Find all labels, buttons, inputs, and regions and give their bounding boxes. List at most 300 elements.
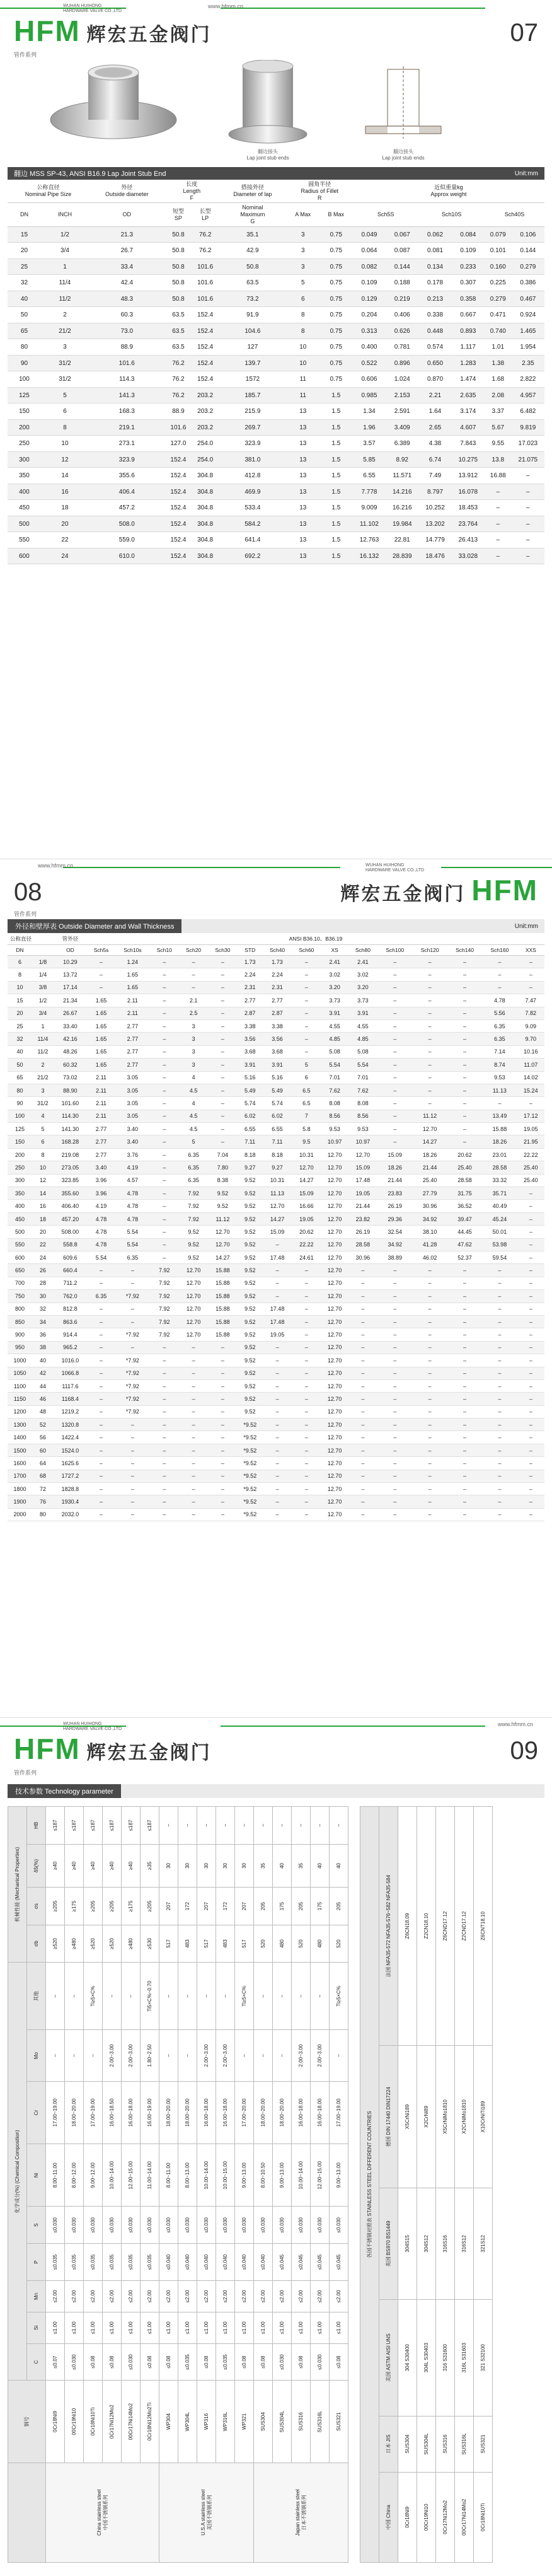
table-row	[141, 1807, 159, 2563]
table-cell: 520	[254, 1925, 273, 1962]
brand-title: 辉宏五金阀门	[86, 1742, 212, 1764]
table-cell: 863.6	[54, 1315, 87, 1328]
table-cell: –	[377, 956, 412, 968]
table-row	[8, 1328, 544, 1341]
table-cell: 7.01	[348, 1071, 377, 1084]
table-cell: –	[235, 2030, 254, 2082]
table-cell: –	[447, 1354, 482, 1367]
table-cell: –	[348, 1495, 377, 1508]
table-cell: 18	[41, 500, 89, 516]
table-cell: 11.13	[482, 1084, 517, 1096]
column-header: XXS	[517, 945, 544, 956]
table-cell: 450	[8, 500, 41, 516]
table-cell: 316S12	[455, 2188, 474, 2300]
series-label: 管件系列	[14, 1770, 37, 1776]
table-cell: –	[87, 1328, 115, 1341]
table-cell: 0Cr18Ni12Mo2Ti	[141, 2381, 159, 2463]
table-cell: 0.75	[319, 355, 353, 371]
table-cell: 17.023	[512, 436, 544, 452]
table-cell: 480	[273, 1925, 292, 1962]
table-cell: –	[447, 1019, 482, 1032]
table-cell: –	[292, 1290, 321, 1303]
table-cell: 90	[8, 1097, 32, 1110]
table-cell: 13.912	[452, 468, 485, 484]
table-cell: 1828.8	[54, 1483, 87, 1495]
table-row	[8, 258, 544, 275]
table-cell: 12.70	[321, 1405, 348, 1418]
table-cell: ≥35	[141, 1844, 159, 1888]
table-cell: 12.70	[179, 1264, 208, 1277]
table-cell: 0.109	[353, 275, 386, 291]
table-cell: 7.778	[353, 484, 386, 500]
table-cell: 28.839	[386, 548, 418, 564]
catalog-page-07	[0, 0, 552, 859]
table-cell: 9.009	[353, 500, 386, 516]
table-cell: 12.70	[321, 1303, 348, 1315]
table-row	[8, 468, 544, 484]
table-cell: 14.27	[292, 1174, 321, 1186]
table-cell: 508.0	[89, 516, 165, 532]
table-cell: 9.52	[238, 1187, 263, 1200]
table-cell: 19.05	[348, 1187, 377, 1200]
table-cell: 812.8	[54, 1303, 87, 1315]
col-lap: 搭接外径 Diameter of lap	[219, 180, 287, 203]
table-cell: 46	[32, 1393, 54, 1405]
table-cell: –	[412, 1431, 447, 1444]
column-header: Sch80	[348, 945, 377, 956]
table-cell: 483	[216, 1925, 235, 1962]
table-cell: ≤187	[103, 1807, 122, 1845]
table-cell: 6.74	[418, 451, 451, 468]
table-cell: 13	[287, 548, 319, 564]
table-cell: –	[179, 1495, 208, 1508]
table-cell: Ti≥5×C%	[330, 1963, 348, 2030]
table-row	[8, 1123, 544, 1135]
series-group-en: China stainless steel	[96, 2489, 102, 2536]
brand-title: 辉宏五金阀门	[340, 883, 466, 905]
table-cell: 203.2	[192, 419, 219, 436]
table-cell: –	[292, 1303, 321, 1315]
table-cell: 11.571	[386, 468, 418, 484]
table-cell: 152.4	[165, 532, 192, 548]
table-cell: 2.1	[179, 994, 208, 1007]
table-cell: 8	[8, 968, 32, 981]
table-cell: 114.30	[54, 1110, 87, 1122]
table-cell: 4.85	[321, 1033, 348, 1045]
table-cell: –	[482, 1405, 517, 1418]
brand-title: 辉宏五金阀门	[86, 24, 212, 46]
table-cell: 33.32	[482, 1174, 517, 1186]
table-cell: 15.88	[208, 1290, 237, 1303]
table-row	[8, 1508, 544, 1521]
table-cell: 3/4	[32, 1007, 54, 1019]
table-cell: 12.70	[321, 1393, 348, 1405]
table-cell: 9.55	[485, 436, 512, 452]
table-cell: –	[348, 1341, 377, 1354]
col-rb: B Max	[319, 203, 353, 226]
table-cell: –	[208, 1419, 237, 1431]
table-row	[8, 1135, 544, 1148]
table-cell: X2CrNiMo1810	[455, 2045, 474, 2188]
table-cell: 34	[32, 1315, 54, 1328]
table-cell: 19.05	[292, 1212, 321, 1225]
table-cell: 1	[32, 1019, 54, 1032]
column-header: Sch100	[377, 945, 412, 956]
table-cell: –	[115, 1508, 149, 1521]
hfm-logo: HFM	[14, 15, 81, 47]
table-cell: –	[179, 1457, 208, 1470]
table-cell: 48.26	[54, 1045, 87, 1058]
table-cell: –	[150, 994, 179, 1007]
table-cell: 172	[178, 1888, 197, 1925]
table-cell: 15.09	[348, 1161, 377, 1174]
table-cell: 26.19	[348, 1226, 377, 1238]
table-cell: –	[412, 1354, 447, 1367]
table-cell: –	[208, 956, 237, 968]
table-cell: –	[412, 1264, 447, 1277]
table-cell: 4	[32, 1110, 54, 1122]
table-cell: 8	[41, 419, 89, 436]
table-cell: –	[103, 1963, 122, 2030]
col-inch: INCH	[41, 203, 89, 226]
table-cell: –	[292, 1495, 321, 1508]
table-row	[8, 500, 544, 516]
table-cell: 76.2	[165, 387, 192, 403]
table-cell: –	[150, 1251, 179, 1263]
table-cell: 6.35	[482, 1019, 517, 1032]
table-cell: 90	[8, 355, 41, 371]
table-cell: –	[292, 1508, 321, 1521]
table-cell: 7.92	[179, 1212, 208, 1225]
table-cell: 8	[287, 307, 319, 323]
table-cell: –	[412, 956, 447, 968]
table-row	[8, 1277, 544, 1289]
table-cell: –	[179, 968, 208, 981]
table-cell: –	[292, 1419, 321, 1431]
table-cell: 42.4	[89, 275, 165, 291]
table-cell: –	[447, 994, 482, 1007]
table-cell: SUS321	[474, 2416, 493, 2472]
col-mn: Mn	[27, 2280, 46, 2312]
table-cell: –	[178, 1963, 197, 2030]
table-cell: 457.20	[54, 1212, 87, 1225]
table-cell: 16.216	[386, 500, 418, 516]
table-cell: –	[482, 981, 517, 994]
table-cell: –	[482, 1393, 517, 1405]
table-cell: –	[150, 1367, 179, 1379]
table-cell: 52.37	[447, 1251, 482, 1263]
table-cell: ≤1.00	[311, 2312, 330, 2343]
table-cell: 9.52	[238, 1341, 263, 1354]
table-row	[8, 1457, 544, 1470]
column-header: STD	[238, 945, 263, 956]
table-cell: –	[517, 1470, 544, 1482]
table-cell: 9.52	[238, 1277, 263, 1289]
table-cell: 5.56	[482, 1007, 517, 1019]
table-cell: –	[447, 1367, 482, 1379]
table-cell: 1/2	[32, 994, 54, 1007]
column-header: 日本 JIS	[379, 2416, 398, 2472]
table-cell: 48	[32, 1405, 54, 1418]
table-cell: 2.11	[115, 994, 149, 1007]
table-cell: ≤0.035	[122, 2244, 141, 2281]
table-cell: 7.843	[452, 436, 485, 452]
table-cell: 10.00~14.00	[292, 2144, 311, 2207]
table-cell: 8.08	[348, 1097, 377, 1110]
table-row	[8, 419, 544, 436]
table-cell: 9.52	[238, 1405, 263, 1418]
table-cell: –	[150, 1161, 179, 1174]
col-other: 其他	[27, 1963, 46, 2030]
table-cell: –	[412, 1290, 447, 1303]
table-row	[159, 1807, 178, 2563]
table-cell: 304 S30400	[398, 2299, 417, 2416]
table-cell: 6.02	[238, 1110, 263, 1122]
company-name: WUHAN HUIHONG HARDWARE VALVE CO.,LTD	[365, 863, 425, 873]
table-cell: ≤0.035	[65, 2244, 84, 2281]
table-cell: 10	[32, 1161, 54, 1174]
table-cell: 152.4	[165, 451, 192, 468]
table-cell: –	[150, 1033, 179, 1045]
table-cell: 125	[8, 1123, 32, 1135]
col-si: Si	[27, 2312, 46, 2343]
table-cell: 6	[32, 1135, 54, 1148]
table-cell: –	[150, 956, 179, 968]
table-cell: 31/2	[32, 1097, 54, 1110]
table-cell: 9.52	[179, 1226, 208, 1238]
table-cell: 9.52	[238, 1200, 263, 1212]
table-cell: ≤2.00	[178, 2280, 197, 2312]
table-cell: 13	[287, 468, 319, 484]
table-cell: 3.57	[353, 436, 386, 452]
table-cell: 2.11	[115, 1007, 149, 1019]
table-cell: –	[150, 1045, 179, 1058]
table-row	[292, 1807, 311, 2563]
table-cell: ≤0.030	[159, 2207, 178, 2244]
table-cell: 3.76	[115, 1148, 149, 1161]
table-cell: 88.90	[54, 1084, 87, 1096]
table-cell: 3.73	[321, 994, 348, 1007]
table-cell: –	[115, 1264, 149, 1277]
table-cell: 80	[8, 339, 41, 356]
table-cell: 0.400	[353, 339, 386, 356]
table-cell: –	[115, 1470, 149, 1482]
section-title-bar	[8, 1784, 544, 1798]
table-cell: ≤0.040	[197, 2244, 216, 2281]
table-cell: 1000	[8, 1354, 32, 1367]
table-cell: 40	[32, 1354, 54, 1367]
table-cell: 7.04	[208, 1148, 237, 1161]
table-cell: –	[197, 1963, 216, 2030]
table-cell: 3	[179, 1019, 208, 1032]
table-cell: 3/4	[41, 243, 89, 259]
table-cell: –	[377, 1405, 412, 1418]
table-cell: 12.70	[179, 1328, 208, 1341]
table-cell: 139.7	[219, 355, 287, 371]
table-cell: 50.8	[165, 275, 192, 291]
table-cell: –	[348, 1277, 377, 1289]
table-cell: 8.00~11.00	[159, 2144, 178, 2207]
table-cell: 40	[273, 1844, 292, 1888]
table-cell: –	[447, 1277, 482, 1289]
table-cell: 1.73	[263, 956, 292, 968]
table-cell: –	[412, 1508, 447, 1521]
table-cell: 12.70	[321, 1174, 348, 1186]
table-cell: 14.216	[386, 484, 418, 500]
table-cell: 14	[41, 468, 89, 484]
table-row	[8, 1290, 544, 1303]
table-cell: 175	[311, 1888, 330, 1925]
table-cell: 14.27	[263, 1212, 292, 1225]
table-row	[8, 994, 544, 1007]
table-cell: –	[273, 1807, 292, 1845]
table-cell: 3	[179, 1033, 208, 1045]
table-cell: 2.77	[115, 1019, 149, 1032]
table-cell: 400	[8, 1200, 32, 1212]
table-cell: –	[447, 1007, 482, 1019]
table-cell: 9.52	[238, 1303, 263, 1315]
unit-label: Unit:mm	[514, 170, 538, 177]
table-cell: –	[179, 1393, 208, 1405]
table-cell: –	[87, 1315, 115, 1328]
section-title: 技术参数 Technology parameter	[8, 1784, 121, 1798]
table-row	[8, 1187, 544, 1200]
table-cell: 9.52	[179, 1238, 208, 1251]
table-cell: 12.70	[321, 1457, 348, 1470]
table-cell: 17.00~19.00	[330, 2081, 348, 2144]
table-cell: 2	[41, 307, 89, 323]
table-cell: 12.70	[321, 1379, 348, 1392]
table-cell: 559.0	[89, 532, 165, 548]
table-cell: 3.02	[348, 968, 377, 981]
table-cell: *9.52	[238, 1483, 263, 1495]
table-cell: 152.4	[165, 468, 192, 484]
table-cell: 9.52	[208, 1200, 237, 1212]
table-cell: –	[377, 1508, 412, 1521]
table-cell: –	[87, 1470, 115, 1482]
table-cell: 11.102	[353, 516, 386, 532]
table-cell: 17.12	[517, 1110, 544, 1122]
table-cell: –	[216, 1807, 235, 1845]
table-cell: 1727.2	[54, 1470, 87, 1482]
table-cell: 63.5	[219, 275, 287, 291]
table-cell: 8.38	[208, 1174, 237, 1186]
table-cell: 517	[235, 1925, 254, 1962]
table-cell: 12.70	[321, 1290, 348, 1303]
stub-end-image-left	[44, 60, 189, 148]
table-cell: 1.5	[319, 484, 353, 500]
table-cell: 4	[179, 1097, 208, 1110]
table-cell: 19.05	[263, 1328, 292, 1341]
table-cell: 60.32	[54, 1059, 87, 1071]
table-cell: 4.78	[87, 1238, 115, 1251]
table-cell: 76.2	[192, 226, 219, 243]
table-cell: –	[150, 1405, 179, 1418]
table-cell: –	[263, 1290, 292, 1303]
table-cell: –	[412, 1007, 447, 1019]
table-cell: 9.27	[263, 1161, 292, 1174]
page-header	[0, 0, 552, 60]
table-cell: 9.819	[512, 419, 544, 436]
table-cell: 5	[292, 1059, 321, 1071]
table-cell: 7.01	[321, 1071, 348, 1084]
table-cell: 9.52	[238, 1354, 263, 1367]
table-cell: 12.70	[321, 1315, 348, 1328]
table-cell: ≤2.00	[84, 2280, 103, 2312]
table-cell: –	[447, 1123, 482, 1135]
table-cell: ≤0.030	[273, 2207, 292, 2244]
table-cell: X5CrNiMo1810	[436, 2045, 455, 2188]
table-cell: ≤2.00	[273, 2280, 292, 2312]
table-cell: ≤2.00	[216, 2280, 235, 2312]
table-cell: –	[348, 1290, 377, 1303]
table-cell: 33.028	[452, 548, 485, 564]
table-cell: 30	[32, 1290, 54, 1303]
table-cell: –	[377, 1071, 412, 1084]
table-cell: 3/8	[32, 981, 54, 994]
table-cell: –	[292, 1483, 321, 1495]
col-cr: Cr	[27, 2081, 46, 2144]
table-cell: 1.80~2.50	[141, 2030, 159, 2082]
series-group-cn: 日本不锈钢系列	[301, 2495, 307, 2531]
table-cell: 0.467	[512, 291, 544, 307]
table-cell: –	[159, 1963, 178, 2030]
table-cell: –	[208, 1123, 237, 1135]
table-cell: 1.01	[485, 339, 512, 356]
table-cell: 205	[292, 1888, 311, 1925]
table-cell: 10	[8, 981, 32, 994]
table-cell: 2.21	[418, 387, 451, 403]
table-cell: 17.48	[263, 1303, 292, 1315]
table-cell: 3.20	[321, 981, 348, 994]
table-cell: 8.18	[263, 1148, 292, 1161]
table-cell: 5.74	[238, 1097, 263, 1110]
table-cell: –	[348, 1367, 377, 1379]
col-ys: σs	[27, 1888, 46, 1925]
table-cell: 13.72	[54, 968, 87, 981]
table-cell: 0.233	[452, 258, 485, 275]
table-cell: 0.574	[418, 339, 451, 356]
table-cell: 6.55	[238, 1123, 263, 1135]
table-cell: 2032.0	[54, 1508, 87, 1521]
section-title: 外径和壁厚表 Outside Diameter and Wall Thickness	[8, 919, 181, 933]
table-cell: –	[377, 1097, 412, 1110]
table-cell: ≤0.08	[84, 2343, 103, 2381]
table-cell: 13	[287, 403, 319, 420]
table-cell: –	[447, 1405, 482, 1418]
table-cell: 304S12	[417, 2188, 436, 2300]
table-cell: –	[292, 1367, 321, 1379]
table-cell: –	[292, 1328, 321, 1341]
col-nps: 公称直径	[8, 933, 54, 945]
table-cell: 172	[216, 1888, 235, 1925]
col-chem: 化学成分(%) (Chemical Composition)	[8, 1963, 27, 2381]
table-cell: –	[348, 1419, 377, 1431]
table-cell: 3.40	[115, 1135, 149, 1148]
table-cell: –	[208, 1405, 237, 1418]
table-cell: 600	[8, 1251, 32, 1263]
table-cell: –	[517, 968, 544, 981]
table-cell: –	[208, 1084, 237, 1096]
table-cell: 520	[330, 1925, 348, 1962]
table-cell: ≤0.035	[46, 2244, 65, 2281]
table-cell: –	[216, 1963, 235, 2030]
table-cell: –	[263, 1354, 292, 1367]
table-cell: 6.5	[292, 1097, 321, 1110]
table-cell: 250	[8, 1161, 32, 1174]
table-cell: 35.71	[482, 1187, 517, 1200]
technology-parameter-body	[46, 1807, 348, 2563]
